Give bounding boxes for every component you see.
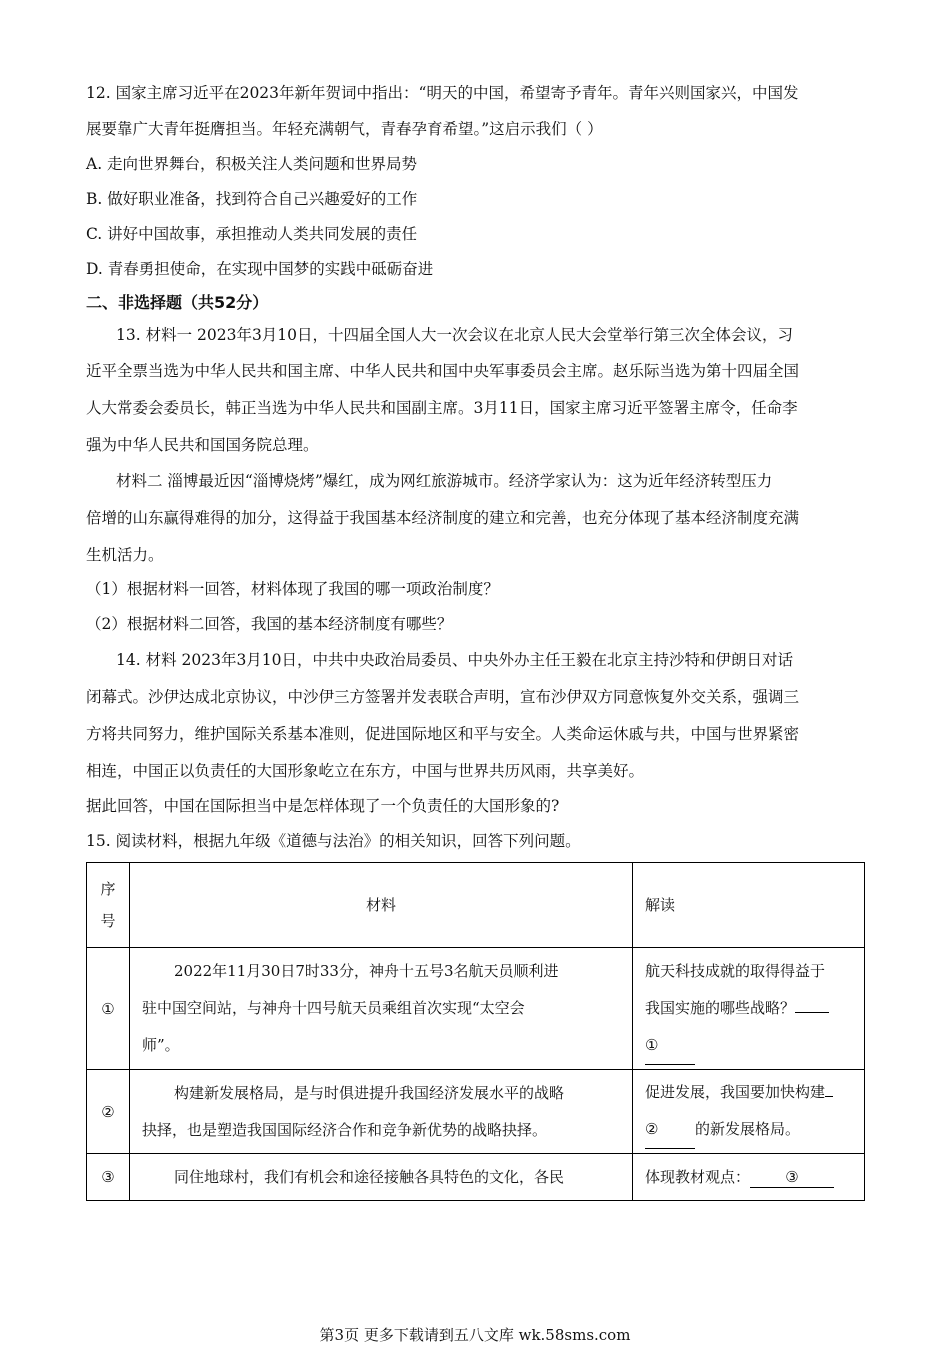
q13-material2-line3: 生机活力。: [86, 546, 164, 564]
q13-sub2: （2）根据材料二回答，我国的基本经济制度有哪些？: [86, 615, 453, 633]
q15-intro: 15. 阅读材料，根据九年级《道德与法治》的相关知识，回答下列问题。: [86, 832, 581, 850]
table-row: [87, 948, 865, 1070]
q13-sub1: （1）根据材料一回答，材料体现了我国的哪一项政治制度？: [86, 580, 499, 598]
header-material: 材料: [365, 896, 396, 914]
q13-material1-line3: 人大常委会委员长，韩正当选为中华人民共和国副主席。3月11日，国家主席习近平签署主席令，任命李: [86, 399, 798, 417]
q14-material-line1: 14. 材料 2023年3月10日，中共中央政治局委员、中央外办主任王毅在北京主持沙特和伊朗日对话: [116, 651, 794, 669]
header-reading-cell: [633, 863, 865, 948]
row1-material-line3: 师”。: [142, 1036, 180, 1054]
row3-material-cell: [130, 1154, 633, 1201]
q12-option-b: B. 做好职业准备，找到符合自己兴趣爱好的工作: [86, 190, 418, 208]
row2-answer-blank-b[interactable]: ②: [645, 1111, 695, 1149]
header-reading: 解读: [645, 896, 676, 914]
header-material-cell: [130, 863, 633, 948]
header-num-cell: [87, 863, 130, 948]
row3-material-line1: 同住地球村，我们有机会和途径接触各具特色的文化，各民: [174, 1168, 565, 1186]
table-row: [87, 1154, 865, 1201]
q13-material2-line1: 材料二 淄博最近因“淄博烧烤”爆红，成为网红旅游城市。经济学家认为：这为近年经济转型压力: [116, 472, 773, 490]
q13-material2-line2: 倍增的山东赢得难得的加分，这得益于我国基本经济制度的建立和完善，也充分体现了基本经济制度充满: [86, 509, 800, 527]
q13-material1-line2: 近平全票当选为中华人民共和国主席、中华人民共和国中央军事委员会主席。赵乐际当选为第十四届全国: [86, 362, 800, 380]
row1-reading-line2: 我国实施的哪些战略？: [645, 998, 796, 1017]
row2-num: ②: [87, 1070, 130, 1154]
q14-question: 据此回答，中国在国际担当中是怎样体现了一个负责任的大国形象的?: [86, 797, 560, 815]
row1-answer-blank-a[interactable]: [795, 998, 829, 1013]
q15-material-table: [86, 862, 865, 1201]
q13-material1-line4: 强为中华人民共和国国务院总理。: [86, 436, 319, 454]
row3-reading-cell: [633, 1154, 865, 1201]
q12-option-c: C. 讲好中国故事，承担推动人类共同发展的责任: [86, 225, 418, 243]
q12-stem-line2: 展要靠广大青年挺膺担当。年轻充满朝气，青春孕育希望。”这启示我们（ ）: [86, 120, 603, 138]
row1-material-line1: 2022年11月30日7时33分，神舟十五号3名航天员顺利进: [174, 962, 559, 980]
page-footer: 第3页 更多下载请到五八文库 wk.58sms.com: [319, 1326, 631, 1344]
row2-reading-line2: 的新发展格局。: [695, 1120, 801, 1138]
row2-reading-line1: 促进发展，我国要加快构建: [645, 1083, 826, 1101]
row3-answer-blank[interactable]: ③: [750, 1167, 834, 1188]
section-heading: 二、非选择题（共52分）: [86, 293, 269, 312]
row3-reading-line1: 体现教材观点：: [645, 1167, 751, 1186]
q12-option-d: D. 青春勇担使命，在实现中国梦的实践中砥砺奋进: [86, 260, 434, 278]
q13-material1-line1: 13. 材料一 2023年3月10日，十四届全国人大一次会议在北京人民大会堂举行第三次全体会议，习: [116, 326, 794, 344]
q14-material-line4: 相连，中国正以负责任的大国形象屹立在东方，中国与世界共历风雨，共享美好。: [86, 762, 645, 780]
row1-reading-cell: [633, 948, 865, 1070]
row2-answer-blank-a[interactable]: [825, 1082, 833, 1097]
row2-reading-cell: [633, 1070, 865, 1154]
header-num-top: 序: [100, 880, 116, 898]
row1-answer-blank-b[interactable]: ①: [645, 1027, 695, 1065]
row1-material-cell: [130, 948, 633, 1070]
row3-num: ③: [87, 1154, 130, 1201]
row1-num: ①: [87, 948, 130, 1070]
q12-stem-line1: 12. 国家主席习近平在2023年新年贺词中指出：“明天的中国，希望寄予青年。青年兴则国家兴，中国发: [86, 84, 799, 102]
q14-material-line3: 方将共同努力，维护国际关系基本准则，促进国际地区和平与安全。人类命运休戚与共，中国与世界紧密: [86, 725, 800, 743]
row2-material-line2: 抉择，也是塑造我国国际经济合作和竞争新优势的战略抉择。: [142, 1120, 548, 1139]
table-row: [87, 1070, 865, 1154]
table-header-row: [87, 863, 865, 948]
row2-material-cell: [130, 1070, 633, 1154]
q14-material-line2: 闭幕式。沙伊达成北京协议，中沙伊三方签署并发表联合声明，宣布沙伊双方同意恢复外交关系，强调三: [86, 688, 800, 706]
header-num-bottom: 号: [100, 912, 116, 930]
row1-reading-line1: 航天科技成就的取得得益于: [645, 961, 826, 980]
row2-material-line1: 构建新发展格局，是与时俱进提升我国经济发展水平的战略: [174, 1083, 565, 1102]
q12-option-a: A. 走向世界舞台，积极关注人类问题和世界局势: [86, 155, 418, 173]
row1-material-line2: 驻中国空间站，与神舟十四号航天员乘组首次实现“太空会: [142, 999, 525, 1017]
